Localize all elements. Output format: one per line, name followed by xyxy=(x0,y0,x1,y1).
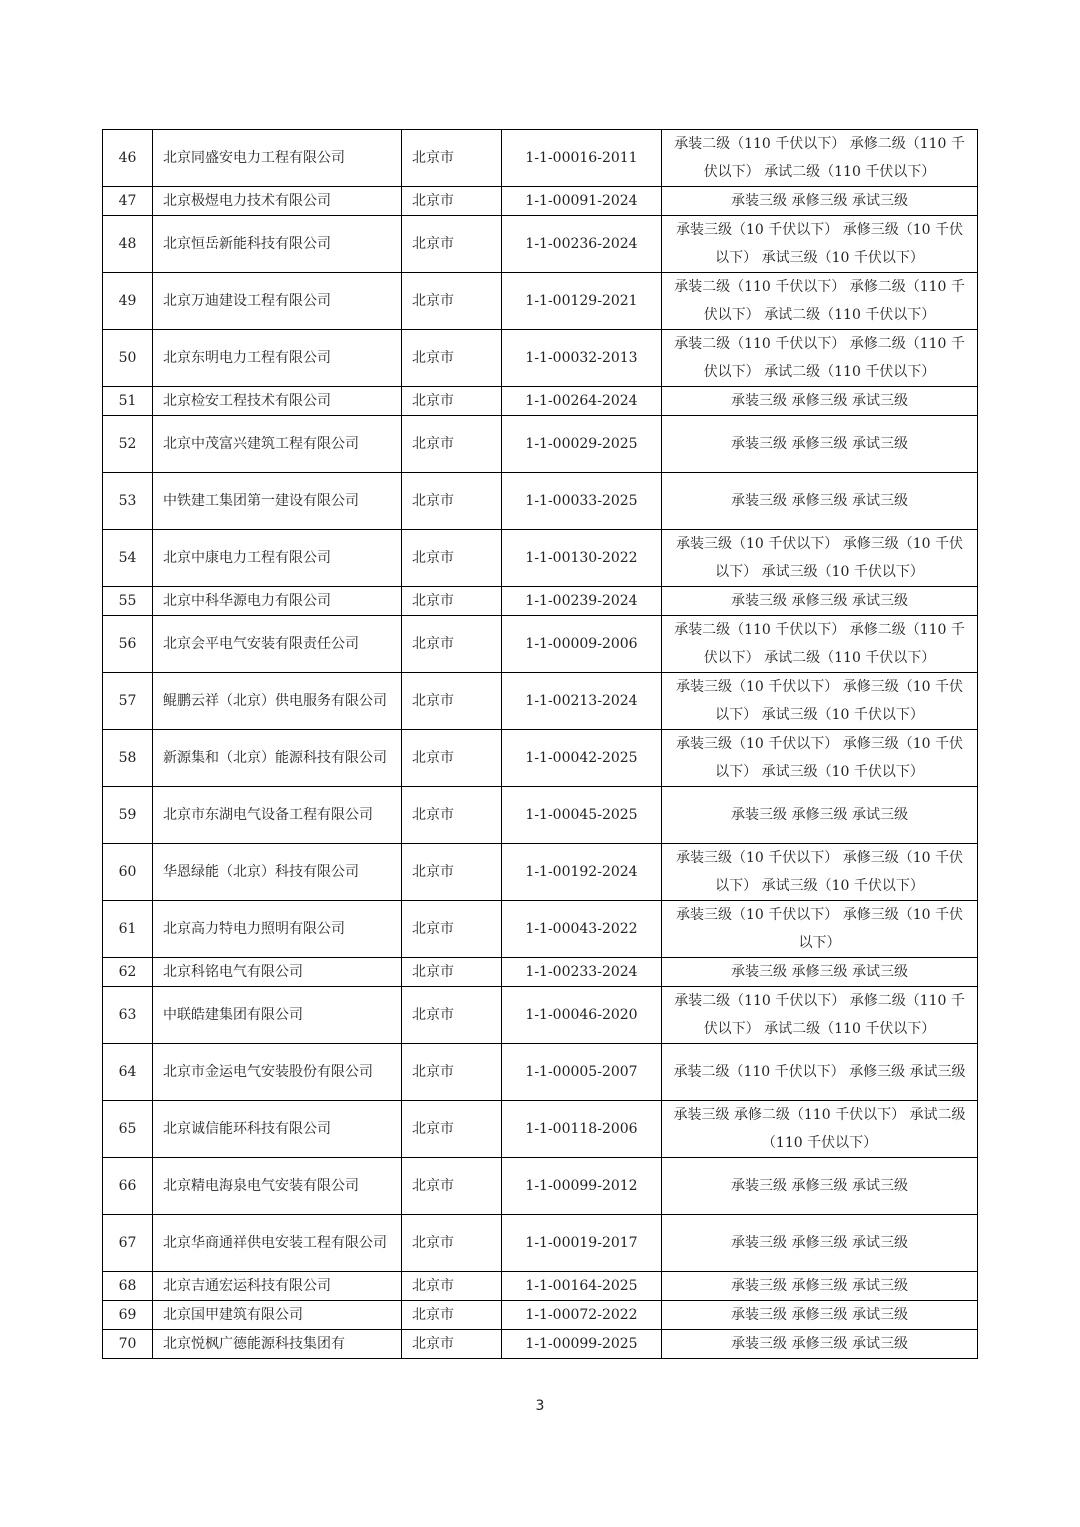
certificate-number-cell: 1-1-00009-2006 xyxy=(502,616,662,673)
qualification-scope-cell: 承装二级（110 千伏以下） 承修二级（110 千伏以下） 承试二级（110 千伏以下） xyxy=(662,330,978,387)
city-cell: 北京市 xyxy=(402,387,502,416)
certificate-number-cell: 1-1-00239-2024 xyxy=(502,587,662,616)
certificate-number-cell: 1-1-00045-2025 xyxy=(502,787,662,844)
city-cell: 北京市 xyxy=(402,273,502,330)
row-number-cell: 48 xyxy=(103,216,153,273)
table-row xyxy=(103,987,978,1044)
certificate-number-cell: 1-1-00099-2025 xyxy=(502,1330,662,1359)
city-cell: 北京市 xyxy=(402,1272,502,1301)
row-number-cell: 56 xyxy=(103,616,153,673)
row-number-cell: 61 xyxy=(103,901,153,958)
table-row xyxy=(103,1215,978,1272)
page-number: 3 xyxy=(535,1398,545,1414)
city-cell: 北京市 xyxy=(402,473,502,530)
row-number-cell: 50 xyxy=(103,330,153,387)
certificate-number-cell: 1-1-00129-2021 xyxy=(502,273,662,330)
qualification-scope-cell: 承装二级（110 千伏以下） 承修二级（110 千伏以下） 承试二级（110 千伏以下） xyxy=(662,130,978,187)
company-name-cell: 中联皓建集团有限公司 xyxy=(153,987,402,1044)
company-name-cell: 北京恒岳新能科技有限公司 xyxy=(153,216,402,273)
table-row xyxy=(103,273,978,330)
row-number-cell: 47 xyxy=(103,187,153,216)
qualification-scope-cell: 承装三级（10 千伏以下） 承修三级（10 千伏以下） xyxy=(662,901,978,958)
city-cell: 北京市 xyxy=(402,1215,502,1272)
company-name-cell: 北京东明电力工程有限公司 xyxy=(153,330,402,387)
row-number-cell: 55 xyxy=(103,587,153,616)
row-number-cell: 57 xyxy=(103,673,153,730)
table-row xyxy=(103,587,978,616)
company-name-cell: 北京国甲建筑有限公司 xyxy=(153,1301,402,1330)
qualification-scope-cell: 承装三级 承修三级 承试三级 xyxy=(662,1301,978,1330)
row-number-cell: 49 xyxy=(103,273,153,330)
row-number-cell: 63 xyxy=(103,987,153,1044)
company-name-cell: 华恩绿能（北京）科技有限公司 xyxy=(153,844,402,901)
company-name-cell: 北京诚信能环科技有限公司 xyxy=(153,1101,402,1158)
qualification-scope-cell: 承装三级（10 千伏以下） 承修三级（10 千伏以下） 承试三级（10 千伏以下） xyxy=(662,216,978,273)
company-name-cell: 新源集和（北京）能源科技有限公司 xyxy=(153,730,402,787)
row-number-cell: 59 xyxy=(103,787,153,844)
table-row xyxy=(103,330,978,387)
certificate-number-cell: 1-1-00072-2022 xyxy=(502,1301,662,1330)
certificate-number-cell: 1-1-00264-2024 xyxy=(502,387,662,416)
qualification-scope-cell: 承装三级 承修三级 承试三级 xyxy=(662,473,978,530)
row-number-cell: 60 xyxy=(103,844,153,901)
city-cell: 北京市 xyxy=(402,187,502,216)
certificate-number-cell: 1-1-00042-2025 xyxy=(502,730,662,787)
qualification-scope-cell: 承装三级 承修二级（110 千伏以下） 承试二级（110 千伏以下） xyxy=(662,1101,978,1158)
qualification-scope-cell: 承装三级 承修三级 承试三级 xyxy=(662,1272,978,1301)
company-name-cell: 北京检安工程技术有限公司 xyxy=(153,387,402,416)
qualification-scope-cell: 承装三级 承修三级 承试三级 xyxy=(662,187,978,216)
certificate-number-cell: 1-1-00043-2022 xyxy=(502,901,662,958)
row-number-cell: 51 xyxy=(103,387,153,416)
certificate-number-cell: 1-1-00233-2024 xyxy=(502,958,662,987)
certificate-number-cell: 1-1-00005-2007 xyxy=(502,1044,662,1101)
permit-table xyxy=(102,129,978,1359)
row-number-cell: 70 xyxy=(103,1330,153,1359)
row-number-cell: 68 xyxy=(103,1272,153,1301)
row-number-cell: 52 xyxy=(103,416,153,473)
qualification-scope-cell: 承装三级（10 千伏以下） 承修三级（10 千伏以下） 承试三级（10 千伏以下） xyxy=(662,530,978,587)
city-cell: 北京市 xyxy=(402,987,502,1044)
city-cell: 北京市 xyxy=(402,901,502,958)
row-number-cell: 65 xyxy=(103,1101,153,1158)
table-row xyxy=(103,187,978,216)
table-row xyxy=(103,1044,978,1101)
company-name-cell: 北京华商通祥供电安装工程有限公司 xyxy=(153,1215,402,1272)
company-name-cell: 北京精电海泉电气安装有限公司 xyxy=(153,1158,402,1215)
certificate-number-cell: 1-1-00118-2006 xyxy=(502,1101,662,1158)
table-row xyxy=(103,387,978,416)
table-row xyxy=(103,416,978,473)
company-name-cell: 北京会平电气安装有限责任公司 xyxy=(153,616,402,673)
city-cell: 北京市 xyxy=(402,1101,502,1158)
table-row xyxy=(103,958,978,987)
qualification-scope-cell: 承装三级（10 千伏以下） 承修三级（10 千伏以下） 承试三级（10 千伏以下） xyxy=(662,844,978,901)
company-name-cell: 北京中茂富兴建筑工程有限公司 xyxy=(153,416,402,473)
city-cell: 北京市 xyxy=(402,673,502,730)
company-name-cell: 中铁建工集团第一建设有限公司 xyxy=(153,473,402,530)
certificate-number-cell: 1-1-00091-2024 xyxy=(502,187,662,216)
certificate-number-cell: 1-1-00033-2025 xyxy=(502,473,662,530)
certificate-number-cell: 1-1-00164-2025 xyxy=(502,1272,662,1301)
city-cell: 北京市 xyxy=(402,730,502,787)
row-number-cell: 46 xyxy=(103,130,153,187)
table-row xyxy=(103,1330,978,1359)
qualification-scope-cell: 承装三级 承修三级 承试三级 xyxy=(662,1215,978,1272)
qualification-scope-cell: 承装三级 承修三级 承试三级 xyxy=(662,587,978,616)
permit-table-body xyxy=(103,130,978,1359)
city-cell: 北京市 xyxy=(402,787,502,844)
table-row xyxy=(103,730,978,787)
qualification-scope-cell: 承装二级（110 千伏以下） 承修三级 承试三级 xyxy=(662,1044,978,1101)
company-name-cell: 北京市金运电气安装股份有限公司 xyxy=(153,1044,402,1101)
city-cell: 北京市 xyxy=(402,216,502,273)
company-name-cell: 鲲鹏云祥（北京）供电服务有限公司 xyxy=(153,673,402,730)
certificate-number-cell: 1-1-00016-2011 xyxy=(502,130,662,187)
row-number-cell: 58 xyxy=(103,730,153,787)
table-row xyxy=(103,673,978,730)
qualification-scope-cell: 承装三级 承修三级 承试三级 xyxy=(662,1158,978,1215)
city-cell: 北京市 xyxy=(402,1330,502,1359)
city-cell: 北京市 xyxy=(402,1301,502,1330)
city-cell: 北京市 xyxy=(402,416,502,473)
company-name-cell: 北京万迪建设工程有限公司 xyxy=(153,273,402,330)
table-row xyxy=(103,1301,978,1330)
table-row xyxy=(103,216,978,273)
qualification-scope-cell: 承装三级（10 千伏以下） 承修三级（10 千伏以下） 承试三级（10 千伏以下） xyxy=(662,673,978,730)
qualification-scope-cell: 承装三级 承修三级 承试三级 xyxy=(662,958,978,987)
company-name-cell: 北京同盛安电力工程有限公司 xyxy=(153,130,402,187)
table-row xyxy=(103,616,978,673)
row-number-cell: 53 xyxy=(103,473,153,530)
row-number-cell: 54 xyxy=(103,530,153,587)
qualification-scope-cell: 承装二级（110 千伏以下） 承修二级（110 千伏以下） 承试二级（110 千伏以下） xyxy=(662,987,978,1044)
table-row xyxy=(103,473,978,530)
row-number-cell: 67 xyxy=(103,1215,153,1272)
city-cell: 北京市 xyxy=(402,130,502,187)
table-row xyxy=(103,130,978,187)
company-name-cell: 北京市东湖电气设备工程有限公司 xyxy=(153,787,402,844)
city-cell: 北京市 xyxy=(402,587,502,616)
company-name-cell: 北京中科华源电力有限公司 xyxy=(153,587,402,616)
table-row xyxy=(103,901,978,958)
city-cell: 北京市 xyxy=(402,530,502,587)
certificate-number-cell: 1-1-00046-2020 xyxy=(502,987,662,1044)
table-row xyxy=(103,787,978,844)
row-number-cell: 64 xyxy=(103,1044,153,1101)
city-cell: 北京市 xyxy=(402,330,502,387)
company-name-cell: 北京悦枫广德能源科技集团有 xyxy=(153,1330,402,1359)
company-name-cell: 北京吉通宏运科技有限公司 xyxy=(153,1272,402,1301)
city-cell: 北京市 xyxy=(402,1158,502,1215)
certificate-number-cell: 1-1-00029-2025 xyxy=(502,416,662,473)
company-name-cell: 北京极煜电力技术有限公司 xyxy=(153,187,402,216)
table-row xyxy=(103,530,978,587)
row-number-cell: 66 xyxy=(103,1158,153,1215)
table-row xyxy=(103,1101,978,1158)
table-row xyxy=(103,1272,978,1301)
qualification-scope-cell: 承装三级 承修三级 承试三级 xyxy=(662,416,978,473)
table-row xyxy=(103,844,978,901)
qualification-scope-cell: 承装三级 承修三级 承试三级 xyxy=(662,1330,978,1359)
qualification-scope-cell: 承装二级（110 千伏以下） 承修二级（110 千伏以下） 承试二级（110 千伏以下） xyxy=(662,616,978,673)
certificate-number-cell: 1-1-00019-2017 xyxy=(502,1215,662,1272)
certificate-number-cell: 1-1-00192-2024 xyxy=(502,844,662,901)
qualification-scope-cell: 承装二级（110 千伏以下） 承修二级（110 千伏以下） 承试二级（110 千伏以下） xyxy=(662,273,978,330)
city-cell: 北京市 xyxy=(402,616,502,673)
qualification-scope-cell: 承装三级 承修三级 承试三级 xyxy=(662,387,978,416)
qualification-scope-cell: 承装三级 承修三级 承试三级 xyxy=(662,787,978,844)
company-name-cell: 北京高力特电力照明有限公司 xyxy=(153,901,402,958)
city-cell: 北京市 xyxy=(402,1044,502,1101)
qualification-scope-cell: 承装三级（10 千伏以下） 承修三级（10 千伏以下） 承试三级（10 千伏以下） xyxy=(662,730,978,787)
certificate-number-cell: 1-1-00099-2012 xyxy=(502,1158,662,1215)
certificate-number-cell: 1-1-00213-2024 xyxy=(502,673,662,730)
table-row xyxy=(103,1158,978,1215)
certificate-number-cell: 1-1-00236-2024 xyxy=(502,216,662,273)
city-cell: 北京市 xyxy=(402,844,502,901)
company-name-cell: 北京科铭电气有限公司 xyxy=(153,958,402,987)
row-number-cell: 62 xyxy=(103,958,153,987)
company-name-cell: 北京中康电力工程有限公司 xyxy=(153,530,402,587)
certificate-number-cell: 1-1-00130-2022 xyxy=(502,530,662,587)
certificate-number-cell: 1-1-00032-2013 xyxy=(502,330,662,387)
city-cell: 北京市 xyxy=(402,958,502,987)
row-number-cell: 69 xyxy=(103,1301,153,1330)
